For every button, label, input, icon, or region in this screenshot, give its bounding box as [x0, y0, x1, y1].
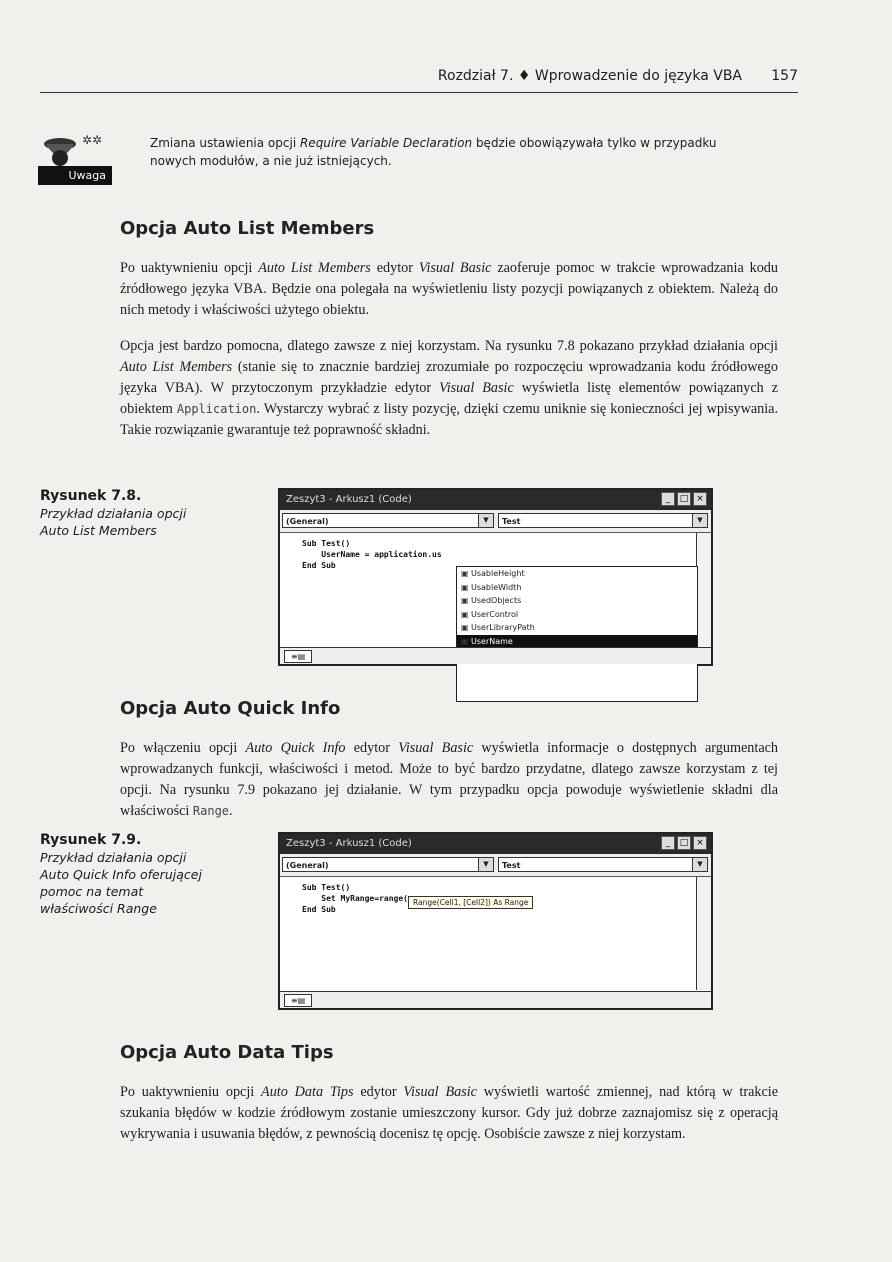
- maximize-icon[interactable]: □: [677, 492, 691, 506]
- paragraph: Po uaktywnieniu opcji Auto List Members edytor Visual Basic zaoferuje pomoc w trakcie wprowadzania kodu źródłowego języka VBA. Będzie ona polegała na wyświetleniu listy pozycji powiązanych z obiektem. Należą do nich metody i właściwości użytego obiektu.: [120, 260, 778, 318]
- vb-code-window-figure-7-8: [278, 488, 713, 666]
- chevron-down-icon[interactable]: ▼: [692, 514, 707, 527]
- svg-text:✲✲: ✲✲: [82, 133, 103, 147]
- object-combo[interactable]: (General) ▼: [282, 513, 494, 528]
- vertical-scrollbar[interactable]: [696, 877, 711, 990]
- section-heading-auto-data-tips: Opcja Auto Data Tips: [120, 1042, 334, 1063]
- list-item[interactable]: ▣ UsedObjects: [457, 594, 697, 608]
- chevron-down-icon[interactable]: ▼: [478, 858, 493, 871]
- combo-bar: [280, 854, 711, 877]
- object-combo[interactable]: (General) ▼: [282, 857, 494, 872]
- window-status-bar: [280, 647, 711, 664]
- procedure-combo[interactable]: Test ▼: [498, 513, 708, 528]
- minimize-icon[interactable]: _: [661, 836, 675, 850]
- view-toggle-icon[interactable]: ≡▤: [284, 994, 312, 1007]
- property-icon: ▣: [461, 609, 469, 619]
- code-editor[interactable]: Sub Test() Set MyRange=range( End Sub: [302, 883, 408, 914]
- property-icon: ▣: [461, 623, 469, 632]
- list-item[interactable]: ▣ UserLibraryPath: [457, 621, 697, 635]
- property-icon: ▣: [461, 636, 469, 646]
- page-number: 157: [771, 68, 798, 84]
- note-text: [150, 134, 750, 170]
- note-text-part: Zmiana ustawienia opcji: [150, 136, 300, 150]
- vertical-scrollbar[interactable]: [696, 533, 711, 646]
- list-item-selected[interactable]: ▣ UserName: [457, 635, 697, 649]
- property-icon: ▣: [461, 596, 469, 605]
- list-item[interactable]: ▣ UsableHeight: [457, 567, 697, 581]
- note-text-italic: Require Variable Declaration: [299, 136, 473, 150]
- paragraph: Opcja jest bardzo pomocna, dlatego zawsze z niej korzystam. Na rysunku 7.8 pokazano przykład działania opcji Auto List Members (stanie się to znacznie bardziej zrozumiałe po rozpoczęciu wprowadzania kodu źródłowego języka VBA). W przytoczonym przykładzie edytor Visual Basic wyświetla listę elementów powiązanych z obiektem Application. Wystarczy wybrać z listy pozycję, dzięki czemu uniknie się konieczności jej wpisywania. Takie rozwiązanie gwarantuje też poprawność składni.: [120, 338, 779, 438]
- list-item[interactable]: ▣ UsableWidth: [457, 581, 697, 595]
- note-text-part: będzie obowiązywała tylko w przypadku nowych modułów, a nie już istniejących.: [150, 136, 717, 168]
- view-toggle-icon[interactable]: ≡▤: [284, 650, 312, 663]
- figure-caption-7-9: [40, 832, 210, 917]
- figure-title: Rysunek 7.8.: [40, 488, 142, 504]
- note-label-text: Uwaga: [68, 169, 106, 182]
- code-editor[interactable]: Sub Test() UserName = application.us End Sub: [302, 539, 442, 570]
- vb-code-window-figure-7-9: [278, 832, 713, 1010]
- property-icon: ▣: [461, 569, 469, 578]
- auto-list-members-listbox[interactable]: [456, 566, 698, 702]
- close-icon[interactable]: ×: [693, 836, 707, 850]
- minimize-icon[interactable]: _: [661, 492, 675, 506]
- chevron-down-icon[interactable]: ▼: [692, 858, 707, 871]
- quick-info-tooltip: Range(Cell1, [Cell2]) As Range: [408, 896, 533, 909]
- window-title: Zeszyt3 - Arkusz1 (Code): [286, 838, 412, 849]
- chapter-title: Rozdział 7. ♦ Wprowadzenie do języka VBA: [437, 68, 742, 84]
- note-label: [38, 166, 112, 185]
- window-titlebar: [280, 490, 711, 510]
- chevron-down-icon[interactable]: ▼: [478, 514, 493, 527]
- list-item[interactable]: ▣ UserControl: [457, 608, 697, 622]
- figure-caption-text: Przykład działania opcji Auto List Members: [40, 506, 187, 538]
- figure-caption-text: Przykład działania opcji Auto Quick Info oferującej pomoc na temat właściwości Range: [40, 850, 202, 916]
- paragraph: Po włączeniu opcji Auto Quick Info edytor Visual Basic wyświetla informacje o dostępnych argumentach wprowadzanych funkcji, właściwości i metod. Może to być bardzo przydatne, dlatego zawsze korzystam z tej opcji. Na rysunku 7.9 pokazano jej działanie. W tym przypadku opcja powoduje wyświetlenie składni dla właściwości Range.: [120, 740, 779, 819]
- window-titlebar: [280, 834, 711, 854]
- window-status-bar: [280, 991, 711, 1008]
- property-icon: ▣: [461, 582, 469, 592]
- window-title: Zeszyt3 - Arkusz1 (Code): [286, 494, 412, 505]
- figure-caption-7-8: [40, 488, 210, 539]
- running-head: [40, 64, 798, 93]
- figure-title: Rysunek 7.9.: [40, 832, 142, 848]
- close-icon[interactable]: ×: [693, 492, 707, 506]
- combo-bar: [280, 510, 711, 533]
- maximize-icon[interactable]: □: [677, 836, 691, 850]
- section-heading-auto-list-members: Opcja Auto List Members: [120, 218, 375, 239]
- paragraph: Po uaktywnieniu opcji Auto Data Tips edytor Visual Basic wyświetli wartość zmiennej, nad którą w trakcie szukania błędów w kodzie źródłowym zostanie umieszczony kursor. Gdy już dobrze zaznajomisz się z operacją wykrywania i usuwania błędów, z pewnością docenisz tę opcję. Osobiście zawsze z niej korzystam.: [120, 1084, 779, 1142]
- procedure-combo[interactable]: Test ▼: [498, 857, 708, 872]
- section-heading-auto-quick-info: Opcja Auto Quick Info: [120, 698, 341, 719]
- note-box: [38, 128, 798, 188]
